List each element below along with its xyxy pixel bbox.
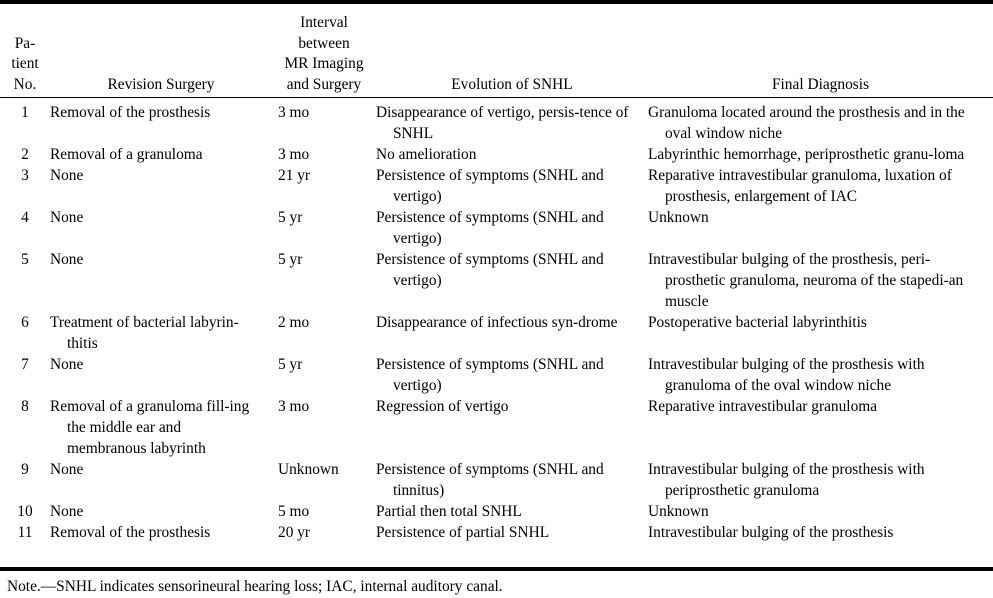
cell-revision-surgery: None [50,461,84,478]
cell-revision-surgery: Removal of the prosthesis [50,104,211,121]
table-top-rule [0,0,993,4]
cell-interval: 5 yr [278,251,303,268]
table-row [0,459,993,501]
header-final-diagnosis: Final Diagnosis [771,75,870,93]
cell-evolution-snhl: Disappearance of infectious syn-drome [376,314,618,331]
cell-patient-no: 11 [17,524,33,541]
cell-final-diagnosis: Reparative intravestibular granuloma [648,398,878,415]
cell-evolution-snhl: Disappearance of vertigo, persis-tence of SNHL [376,104,629,142]
cell-revision-surgery: Removal of a granuloma fill-ing the middle ear and membranous labyrinth [50,398,250,457]
cell-patient-no: 1 [21,104,29,121]
table-row [0,522,993,543]
cell-interval: 5 yr [278,356,303,373]
cell-interval: 5 yr [278,209,303,226]
cell-interval: 3 mo [278,398,310,415]
cell-evolution-snhl: Regression of vertigo [376,398,509,415]
cell-final-diagnosis: Intravestibular bulging of the prosthesis with periprosthetic granuloma [648,461,925,499]
surgery-outcome-table [0,6,993,543]
cell-patient-no: 10 [17,503,33,520]
cell-evolution-snhl: Persistence of symptoms (SNHL and vertigo) [376,167,604,205]
cell-interval: 21 yr [278,167,311,184]
cell-interval: 3 mo [278,104,310,121]
table-header-row [0,6,993,98]
table-row [0,312,993,354]
table-row [0,396,993,459]
cell-revision-surgery: None [50,251,84,268]
table-row [0,501,993,522]
cell-revision-surgery: Removal of the prosthesis [50,524,211,541]
cell-final-diagnosis: Intravestibular bulging of the prosthesis, peri-prosthetic granuloma, neuroma of the stapedi-an muscle [648,251,964,310]
cell-final-diagnosis: Granuloma located around the prosthesis and in the oval window niche [648,104,965,142]
cell-final-diagnosis: Unknown [648,209,709,226]
header-patient-no: Pa- tient No. [11,34,39,93]
cell-revision-surgery: None [50,356,84,373]
table-row [0,165,993,207]
cell-patient-no: 8 [21,398,29,415]
table-row [0,354,993,396]
cell-patient-no: 3 [21,167,29,184]
cell-final-diagnosis: Reparative intravestibular granuloma, luxation of prosthesis, enlargement of IAC [648,167,952,205]
cell-evolution-snhl: Persistence of symptoms (SNHL and vertigo) [376,251,604,289]
cell-interval: Unknown [278,461,339,478]
cell-patient-no: 5 [21,251,29,268]
cell-final-diagnosis: Intravestibular bulging of the prosthesis [648,524,894,541]
cell-revision-surgery: None [50,503,84,520]
cell-final-diagnosis: Unknown [648,503,709,520]
cell-interval: 2 mo [278,314,310,331]
cell-patient-no: 9 [21,461,29,478]
header-evolution-snhl: Evolution of SNHL [451,75,573,93]
cell-evolution-snhl: No amelioration [376,146,477,163]
cell-interval: 5 mo [278,503,310,520]
table-row [0,98,993,144]
header-revision-surgery: Revision Surgery [107,75,215,93]
table-row [0,249,993,312]
table-bottom-rule [0,567,993,571]
cell-revision-surgery: None [50,209,84,226]
cell-evolution-snhl: Persistence of partial SNHL [376,524,550,541]
cell-evolution-snhl: Partial then total SNHL [376,503,522,520]
header-interval: Interval between MR Imaging and Surgery [284,14,364,93]
table-row [0,144,993,165]
cell-evolution-snhl: Persistence of symptoms (SNHL and vertigo) [376,209,604,247]
table-row [0,207,993,249]
cell-patient-no: 6 [21,314,29,331]
cell-final-diagnosis: Labyrinthic hemorrhage, periprosthetic granu-loma [648,146,965,163]
cell-patient-no: 7 [21,356,29,373]
cell-evolution-snhl: Persistence of symptoms (SNHL and tinnitus) [376,461,604,499]
table-note: Note.—SNHL indicates sensorineural hearing loss; IAC, internal auditory canal. [7,578,503,595]
cell-patient-no: 4 [21,209,29,226]
cell-interval: 20 yr [278,524,311,541]
table-body [0,98,993,543]
cell-final-diagnosis: Postoperative bacterial labyrinthitis [648,314,867,331]
cell-revision-surgery: None [50,167,84,184]
cell-final-diagnosis: Intravestibular bulging of the prosthesis with granuloma of the oval window niche [648,356,925,394]
cell-revision-surgery: Treatment of bacterial labyrin-thitis [50,314,239,352]
cell-interval: 3 mo [278,146,310,163]
cell-revision-surgery: Removal of a granuloma [50,146,203,163]
cell-evolution-snhl: Persistence of symptoms (SNHL and vertigo) [376,356,604,394]
cell-patient-no: 2 [21,146,29,163]
